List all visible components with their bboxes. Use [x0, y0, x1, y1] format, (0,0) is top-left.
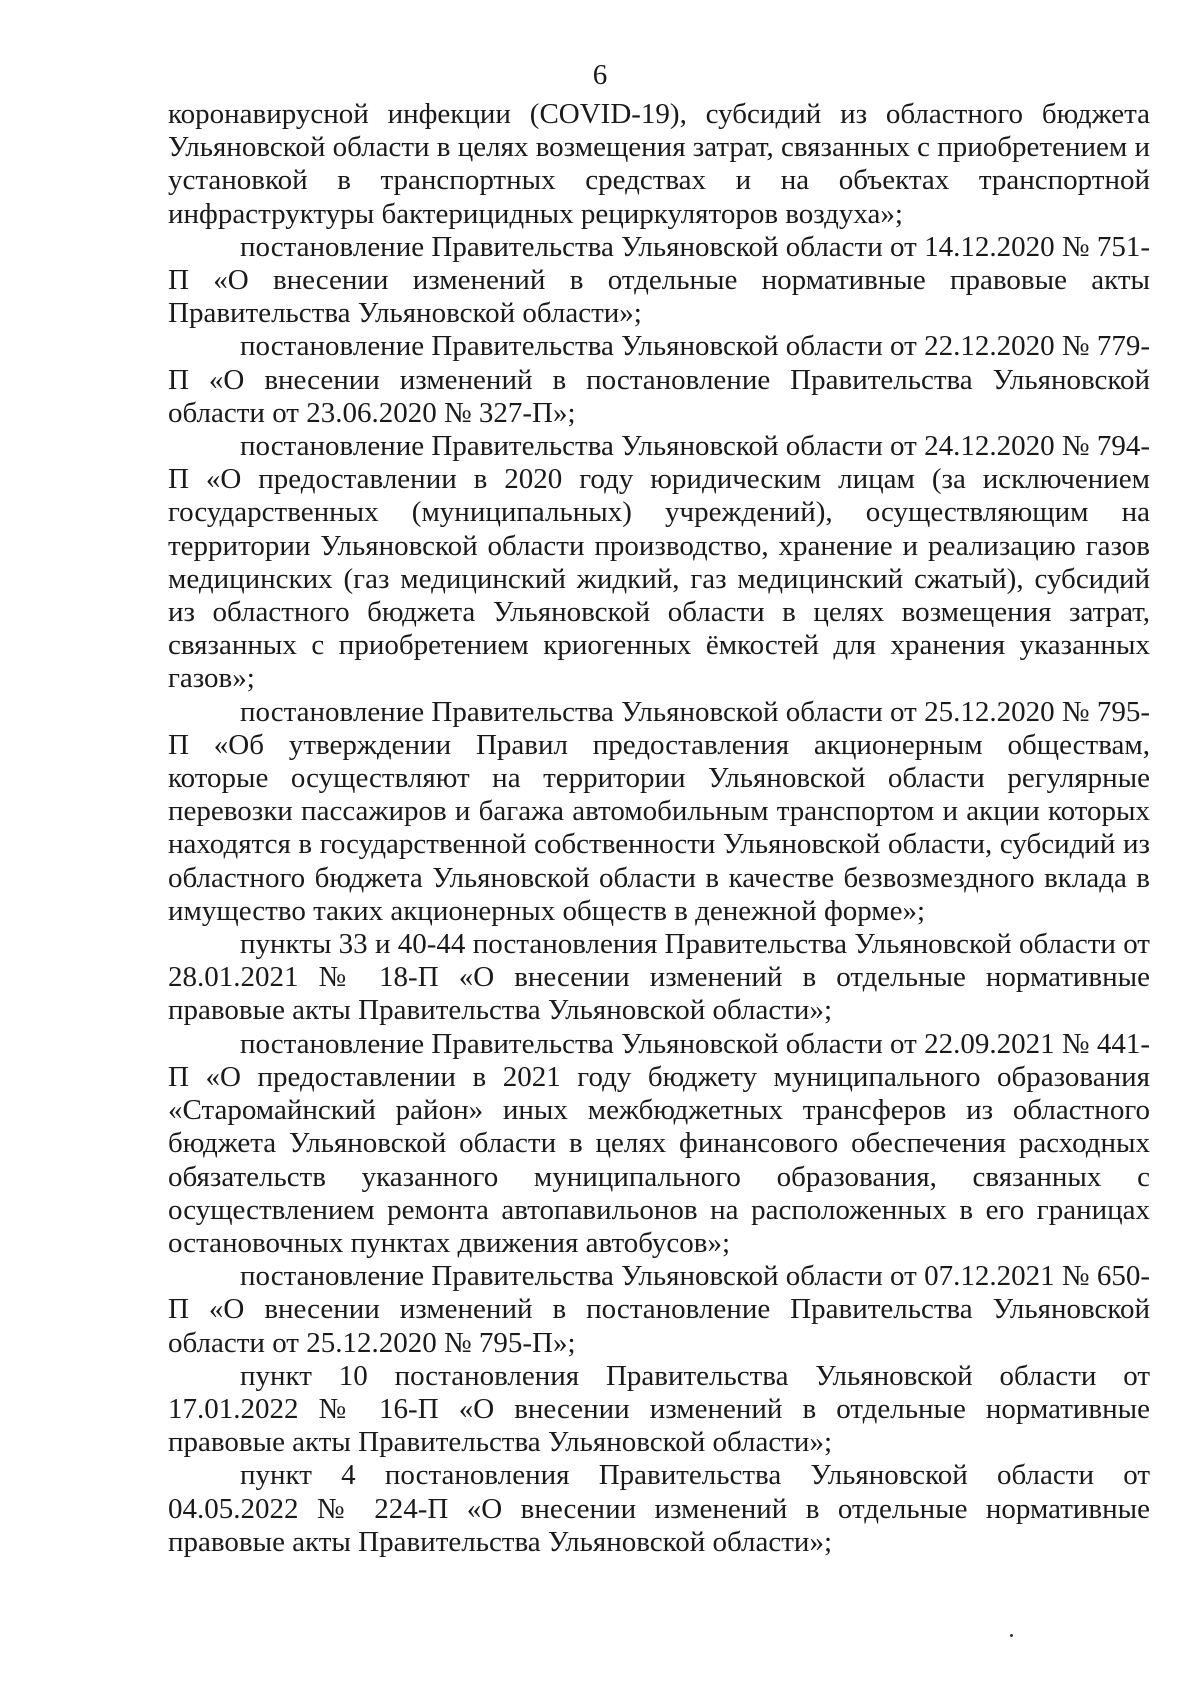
paragraph-resolution-794: постановление Правительства Ульяновской области от 24.12.2020 № 794-П «О предоставлении в 2020 году юридическим лицам (за исключением государственных (муниципальных) учреждений), осуществляющим на территории Ульяновской области производство, хранение и реализацию газов медицинских (газ медицинский жидкий, газ медицинский сжатый), субсидий из областного бюджета Ульяновской области в целях возмещения затрат, связанных с приобретением криогенных ёмкостей для хранения указанных газов»; — [168, 430, 1150, 695]
paragraph-resolution-751: постановление Правительства Ульяновской области от 14.12.2020 № 751-П «О внесении изменений в отдельные нормативные правовые акты Правительства Ульяновской области»; — [168, 230, 1150, 330]
paragraph-resolution-779: постановление Правительства Ульяновской области от 22.12.2020 № 779-П «О внесении изменений в постановление Правительства Ульяновской области от 23.06.2020 № 327-П»; — [168, 330, 1150, 429]
scan-speck — [1010, 1634, 1013, 1637]
document-body — [168, 98, 1150, 1559]
paragraph-continuation: коронавирусной инфекции (COVID-19), субсидий из областного бюджета Ульяновской области в целях возмещения затрат, связанных с приобретением и установкой в транспортных средствах и на объектах транспортной инфраструктуры бактерицидных рециркуляторов воздуха»; — [168, 98, 1150, 230]
paragraph-resolution-795: постановление Правительства Ульяновской области от 25.12.2020 № 795-П «Об утверждении Правил предоставления акционерным обществам, которые осуществляют на территории Ульяновской области регулярные перевозки пассажиров и багажа автомобильным транспортом и акции которых находятся в государственной собственности Ульяновской области, субсидий из областного бюджета Ульяновской области в качестве безвозмездного вклада в имущество таких акционерных обществ в денежной форме»; — [168, 695, 1150, 927]
page-number: 6 — [592, 59, 608, 91]
paragraph-resolution-224: пункт 4 постановления Правительства Ульяновской области от 04.05.2022 № 224-П «О внесении изменений в отдельные нормативные правовые акты Правительства Ульяновской области»; — [168, 1459, 1150, 1558]
paragraph-resolution-16: пункт 10 постановления Правительства Ульяновской области от 17.01.2022 № 16-П «О внесении изменений в отдельные нормативные правовые акты Правительства Ульяновской области»; — [168, 1359, 1150, 1459]
paragraph-resolution-441: постановление Правительства Ульяновской области от 22.09.2021 № 441-П «О предоставлении в 2021 году бюджету муниципального образования «Старомайнский район» иных межбюджетных трансферов из областного бюджета Ульяновской области в целях финансового обеспечения расходных обязательств указанного муниципального образования, связанных с осуществлением ремонта автопавильонов на расположенных в его границах остановочных пунктах движения автобусов»; — [168, 1027, 1150, 1259]
paragraph-resolution-650: постановление Правительства Ульяновской области от 07.12.2021 № 650-П «О внесении изменений в постановление Правительства Ульяновской области от 25.12.2020 № 795-П»; — [168, 1260, 1150, 1359]
paragraph-resolution-18: пункты 33 и 40-44 постановления Правительства Ульяновской области от 28.01.2021 № 18-П «О внесении изменений в отдельные нормативные правовые акты Правительства Ульяновской области»; — [168, 928, 1150, 1027]
